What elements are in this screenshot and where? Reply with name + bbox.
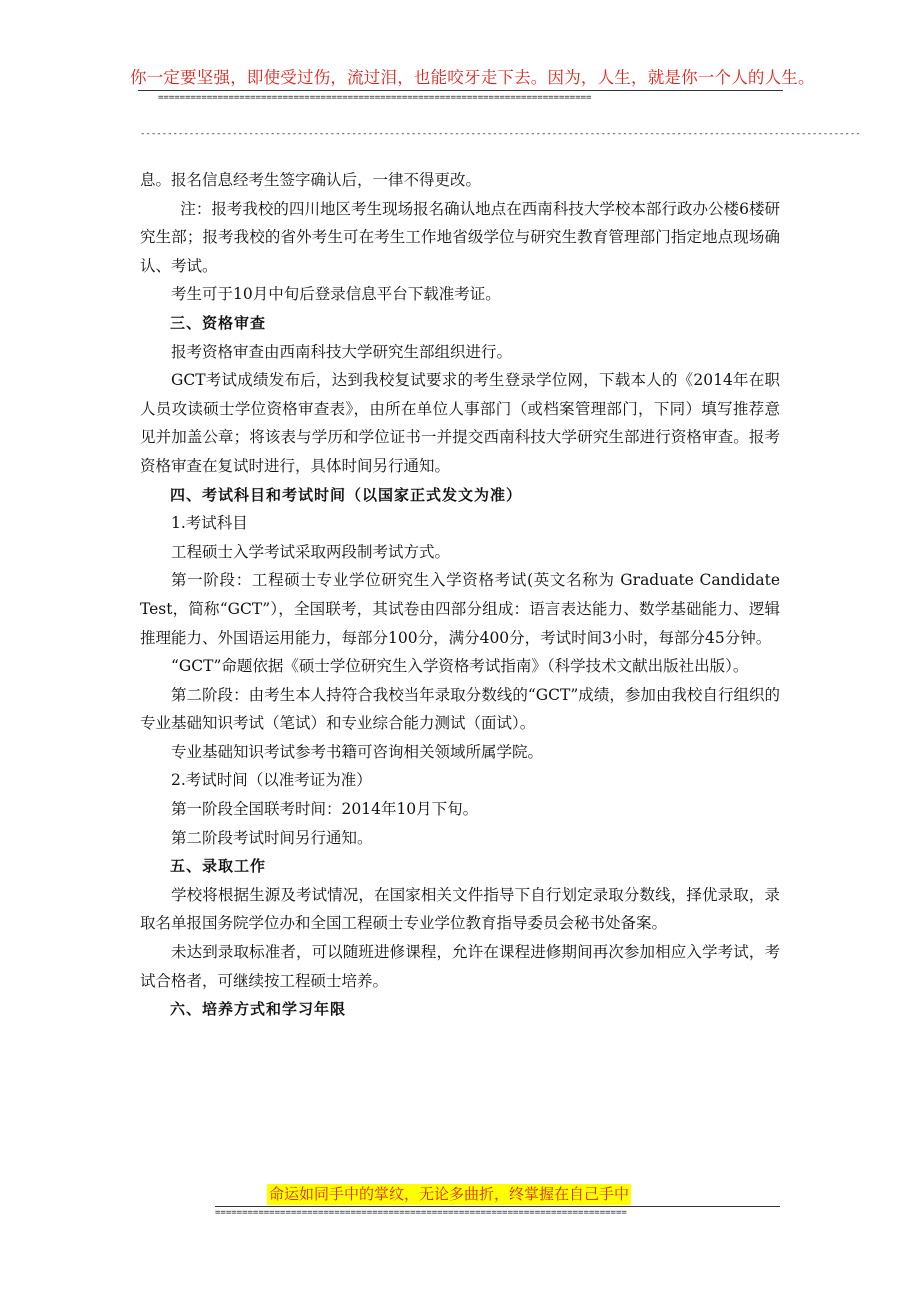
section-heading-training: 六、培养方式和学习年限 — [170, 1000, 347, 1019]
section-heading-admission: 五、录取工作 — [170, 857, 267, 876]
footer-equals-line: ============================================================================ — [215, 1208, 627, 1218]
paragraph-stage-two: 第二阶段：由考生本人持符合我校当年录取分数线的“GCT”成绩，参加由我校自行组织的专业基础知识考试（笔试）和专业综合能力测试（面试）。 — [140, 685, 780, 733]
paragraph-qualification-organizer: 报考资格审查由西南科技大学研究生部组织进行。 — [171, 342, 513, 361]
section-heading-exam-subjects: 四、考试科目和考试时间（以国家正式发文为准） — [170, 485, 523, 504]
paragraph-reference-books: 专业基础知识考试参考书籍可咨询相关领域所属学院。 — [171, 742, 544, 761]
section-heading-qualification: 三、资格审查 — [170, 313, 267, 332]
paragraph-registration-confirm: 息。报名信息经考生签字确认后，一律不得更改。 — [140, 171, 482, 189]
paragraph-qualification-process: GCT考试成绩发布后，达到我校复试要求的考生登录学位网，下载本人的《2014年在职人员攻读硕士学位资格审查表》，由所在单位人事部门（或档案管理部门，下同）填写推荐意见并加盖公章；将该表与学历和学位证书一并提交西南科技大学研究生部进行资格审查。报考资格审查在复试时进行，具体时间另行通知。 — [140, 371, 780, 475]
paragraph-admission-ticket: 考生可于10月中旬后登录信息平台下载准考证。 — [171, 285, 501, 304]
paragraph-stage-one: 第一阶段：工程硕士专业学位研究生入学资格考试(英文名称为 Graduate Candidate Test，简称“GCT”），全国联考，其试卷由四部分组成：语言表达能力、数学基础能力、逻辑推理能力、外国语运用能力，每部分100分，满分400分，考试时间3小时，每部分45分钟。 — [140, 571, 780, 647]
header-rule — [138, 90, 783, 91]
paragraph-stage-two-time: 第二阶段考试时间另行通知。 — [171, 828, 373, 847]
paragraph-stage-one-time: 第一阶段全国联考时间：2014年10月下旬。 — [171, 800, 479, 819]
paragraph-note-location: 注：报考我校的四川地区考生现场报名确认地点在西南科技大学校本部行政办公楼6楼研究生部；报考我校的省外考生可在考生工作地省级学位与研究生教育管理部门指定地点现场确认、考试。 — [140, 199, 780, 275]
paragraph-gct-basis: “GCT”命题依据《硕士学位研究生入学资格考试指南》（科学技术文献出版社出版）。 — [171, 657, 749, 676]
header-motto: 你一定要坚强，即使受过伤，流过泪，也能咬牙走下去。因为，人生，就是你一个人的人生。 — [130, 68, 815, 87]
paragraph-not-admitted: 未达到录取标准者，可以随班进修课程，允许在课程进修期间再次参加相应入学考试，考试合格者，可继续按工程硕士培养。 — [140, 943, 780, 990]
document-body — [140, 166, 780, 1024]
paragraph-exam-subjects-title: 1.考试科目 — [171, 514, 248, 533]
paragraph-exam-time-title: 2.考试时间（以准考证为准） — [171, 771, 372, 790]
paragraph-admission-line: 学校将根据生源及考试情况，在国家相关文件指导下自行划定录取分数线，择优录取，录取名单报国务院学位办和全国工程硕士专业学位教育指导委员会秘书处备案。 — [140, 885, 780, 933]
footer-motto: 命运如同手中的掌纹，无论多曲折，终掌握在自己手中 — [269, 1185, 630, 1203]
header-dashes-line: ------------------------------------------------------------------------------------------------------------------------------------- — [140, 129, 861, 139]
paragraph-two-stage: 工程硕士入学考试采取两段制考试方式。 — [171, 542, 451, 561]
header-equals-line: ================================================================================ — [158, 93, 592, 103]
